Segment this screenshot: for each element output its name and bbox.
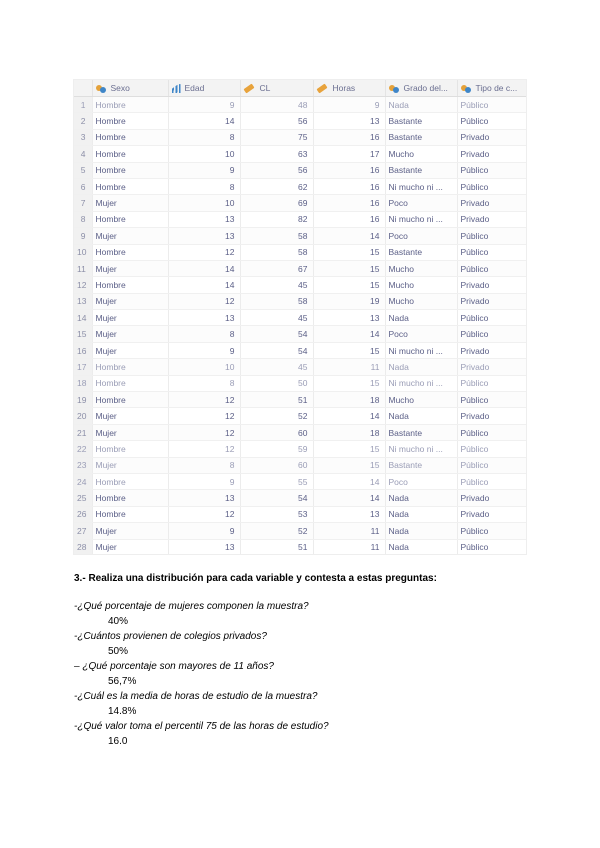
table-cell[interactable]: 18	[313, 424, 385, 440]
row-number: 16	[74, 342, 92, 358]
table-cell[interactable]: Privado	[457, 293, 526, 309]
table-row[interactable]	[74, 113, 526, 129]
table-cell[interactable]: 55	[240, 473, 313, 489]
table-cell[interactable]: 18	[313, 392, 385, 408]
column-header-tipo[interactable]: Tipo de c...	[457, 80, 526, 97]
table-cell[interactable]: Mujer	[92, 260, 168, 276]
table-cell[interactable]: Privado	[457, 359, 526, 375]
table-cell[interactable]: 63	[240, 146, 313, 162]
answer-text: 16.0	[108, 736, 128, 747]
table-cell[interactable]: 56	[240, 113, 313, 129]
table-row[interactable]	[74, 277, 526, 293]
table-row[interactable]	[74, 260, 526, 276]
table-cell[interactable]: Nada	[385, 310, 457, 326]
table-cell[interactable]: Nada	[385, 523, 457, 539]
table-cell[interactable]: 75	[240, 129, 313, 145]
table-cell[interactable]: Público	[457, 539, 526, 554]
column-header-sexo[interactable]: Sexo	[92, 80, 168, 97]
table-row[interactable]	[74, 457, 526, 473]
answer-text: 50%	[108, 646, 129, 657]
row-number: 2	[74, 113, 92, 129]
table-cell[interactable]: 14	[313, 326, 385, 342]
table-cell[interactable]: 13	[168, 228, 240, 244]
table-cell[interactable]: 67	[240, 260, 313, 276]
table-cell[interactable]: 13	[168, 310, 240, 326]
table-cell[interactable]: 15	[313, 244, 385, 260]
table-row[interactable]	[74, 342, 526, 358]
row-number: 12	[74, 277, 92, 293]
table-row[interactable]	[74, 326, 526, 342]
table-cell[interactable]: Bastante	[385, 244, 457, 260]
table-cell[interactable]: Mucho	[385, 260, 457, 276]
row-number: 18	[74, 375, 92, 391]
row-number: 8	[74, 211, 92, 227]
table-cell[interactable]: 11	[313, 523, 385, 539]
table-cell[interactable]: Público	[457, 523, 526, 539]
table-cell[interactable]: 12	[168, 244, 240, 260]
table-cell[interactable]: Ni mucho ni ...	[385, 342, 457, 358]
row-number: 23	[74, 457, 92, 473]
table-row[interactable]	[74, 97, 526, 113]
table-cell[interactable]: 16	[313, 129, 385, 145]
table-cell[interactable]: Público	[457, 244, 526, 260]
table-cell[interactable]: Bastante	[385, 113, 457, 129]
row-number: 7	[74, 195, 92, 211]
people-icon	[389, 84, 400, 93]
table-row[interactable]	[74, 293, 526, 309]
table-cell[interactable]: 14	[313, 408, 385, 424]
table-cell[interactable]: Hombre	[92, 146, 168, 162]
row-number: 21	[74, 424, 92, 440]
row-number: 4	[74, 146, 92, 162]
row-number: 13	[74, 293, 92, 309]
row-number: 9	[74, 228, 92, 244]
table-cell[interactable]: Privado	[457, 342, 526, 358]
table-cell[interactable]: 12	[168, 424, 240, 440]
table-cell[interactable]: Mujer	[92, 195, 168, 211]
table-cell[interactable]: Privado	[457, 408, 526, 424]
row-number: 10	[74, 244, 92, 260]
data-table	[74, 80, 526, 554]
table-cell[interactable]: 13	[168, 490, 240, 506]
table-cell[interactable]: 11	[313, 359, 385, 375]
table-cell[interactable]: 14	[168, 113, 240, 129]
question-text: – ¿Qué porcentaje son mayores de 11 años?	[74, 661, 274, 672]
table-cell[interactable]: 53	[240, 506, 313, 522]
row-number: 27	[74, 523, 92, 539]
table-cell[interactable]: Mujer	[92, 326, 168, 342]
table-cell[interactable]: 54	[240, 326, 313, 342]
table-cell[interactable]: Mucho	[385, 277, 457, 293]
table-cell[interactable]: 15	[313, 375, 385, 391]
table-cell[interactable]: Mucho	[385, 146, 457, 162]
answer-text: 14.8%	[108, 706, 137, 717]
table-row[interactable]	[74, 310, 526, 326]
answer-text: 40%	[108, 616, 129, 627]
questions-section	[74, 572, 534, 750]
pencil-icon	[243, 84, 254, 94]
table-row[interactable]	[74, 211, 526, 227]
table-cell[interactable]: Hombre	[92, 113, 168, 129]
table-cell[interactable]: Nada	[385, 97, 457, 113]
row-number: 11	[74, 260, 92, 276]
table-cell[interactable]: Mujer	[92, 408, 168, 424]
table-cell[interactable]: 11	[313, 539, 385, 554]
table-cell[interactable]: Público	[457, 326, 526, 342]
table-cell[interactable]: 14	[313, 473, 385, 489]
people-icon	[96, 84, 107, 93]
table-cell[interactable]: 9	[168, 342, 240, 358]
table-cell[interactable]: Hombre	[92, 441, 168, 457]
table-cell[interactable]: Bastante	[385, 457, 457, 473]
table-cell[interactable]: 58	[240, 293, 313, 309]
table-row[interactable]	[74, 490, 526, 506]
table-cell[interactable]: Hombre	[92, 162, 168, 178]
table-cell[interactable]: Hombre	[92, 392, 168, 408]
question-text: -¿Qué porcentaje de mujeres componen la muestra?	[74, 601, 309, 612]
table-cell[interactable]: Hombre	[92, 97, 168, 113]
table-row[interactable]	[74, 424, 526, 440]
table-cell[interactable]: 13	[168, 211, 240, 227]
row-number: 26	[74, 506, 92, 522]
table-cell[interactable]: Público	[457, 392, 526, 408]
table-cell[interactable]: Nada	[385, 408, 457, 424]
table-cell[interactable]: Público	[457, 113, 526, 129]
table-cell[interactable]: Mucho	[385, 392, 457, 408]
table-cell[interactable]: Hombre	[92, 490, 168, 506]
table-cell[interactable]: 52	[240, 408, 313, 424]
table-cell[interactable]: Hombre	[92, 473, 168, 489]
table-cell[interactable]: 16	[313, 195, 385, 211]
table-cell[interactable]: Ni mucho ni ...	[385, 211, 457, 227]
table-cell[interactable]: 45	[240, 310, 313, 326]
table-cell[interactable]: Público	[457, 457, 526, 473]
table-cell[interactable]: Hombre	[92, 211, 168, 227]
table-cell[interactable]: 13	[313, 506, 385, 522]
table-cell[interactable]: 8	[168, 326, 240, 342]
table-cell[interactable]: Bastante	[385, 129, 457, 145]
table-cell[interactable]: 13	[313, 113, 385, 129]
table-cell[interactable]: 52	[240, 523, 313, 539]
table-cell[interactable]: Privado	[457, 129, 526, 145]
table-cell[interactable]: Mujer	[92, 424, 168, 440]
table-cell[interactable]: 13	[168, 539, 240, 554]
section-title: 3.- Realiza una distribución para cada variable y contesta a estas preguntas:	[74, 573, 437, 584]
question-text: -¿Cuántos provienen de colegios privados?	[74, 631, 267, 642]
table-cell[interactable]: 12	[168, 506, 240, 522]
table-cell[interactable]: Público	[457, 375, 526, 391]
table-row[interactable]	[74, 408, 526, 424]
table-cell[interactable]: 14	[313, 228, 385, 244]
table-cell[interactable]: 9	[168, 162, 240, 178]
table-cell[interactable]: Bastante	[385, 162, 457, 178]
data-viewer-screenshot	[74, 80, 526, 554]
question-text: -¿Cuál es la media de horas de estudio de la muestra?	[74, 691, 318, 702]
table-row[interactable]	[74, 359, 526, 375]
table-cell[interactable]: Poco	[385, 473, 457, 489]
table-cell[interactable]: 9	[168, 473, 240, 489]
table-cell[interactable]: 9	[313, 97, 385, 113]
row-number: 3	[74, 129, 92, 145]
column-header-cl[interactable]: CL	[240, 80, 313, 97]
table-cell[interactable]: 15	[313, 277, 385, 293]
table-cell[interactable]: Mujer	[92, 293, 168, 309]
table-cell[interactable]: 62	[240, 178, 313, 194]
table-cell[interactable]: Nada	[385, 359, 457, 375]
table-cell[interactable]: Hombre	[92, 359, 168, 375]
table-cell[interactable]: 12	[168, 293, 240, 309]
table-body	[74, 97, 526, 555]
table-cell[interactable]: 56	[240, 162, 313, 178]
table-row[interactable]	[74, 178, 526, 194]
row-number: 28	[74, 539, 92, 554]
column-header-edad[interactable]: Edad	[168, 80, 240, 97]
table-cell[interactable]: Público	[457, 228, 526, 244]
question-text: -¿Qué valor toma el percentil 75 de las horas de estudio?	[74, 721, 329, 732]
table-cell[interactable]: Mujer	[92, 457, 168, 473]
table-cell[interactable]: 12	[168, 408, 240, 424]
table-cell[interactable]: 8	[168, 457, 240, 473]
table-cell[interactable]: 10	[168, 146, 240, 162]
table-cell[interactable]: Ni mucho ni ...	[385, 441, 457, 457]
table-cell[interactable]: Mujer	[92, 523, 168, 539]
table-cell[interactable]: Hombre	[92, 178, 168, 194]
table-row[interactable]	[74, 162, 526, 178]
table-cell[interactable]: 16	[313, 211, 385, 227]
table-row[interactable]	[74, 539, 526, 554]
table-cell[interactable]: 12	[168, 392, 240, 408]
table-cell[interactable]: 8	[168, 129, 240, 145]
table-row[interactable]	[74, 228, 526, 244]
table-cell[interactable]: 51	[240, 539, 313, 554]
table-cell[interactable]: Poco	[385, 326, 457, 342]
table-row[interactable]	[74, 441, 526, 457]
table-cell[interactable]: 9	[168, 97, 240, 113]
table-cell[interactable]: 17	[313, 146, 385, 162]
row-number-header	[74, 80, 92, 97]
table-cell[interactable]: 51	[240, 392, 313, 408]
row-number: 1	[74, 97, 92, 113]
table-cell[interactable]: 50	[240, 375, 313, 391]
table-cell[interactable]: 15	[313, 260, 385, 276]
table-row[interactable]	[74, 195, 526, 211]
table-cell[interactable]: 58	[240, 244, 313, 260]
table-cell[interactable]: Hombre	[92, 244, 168, 260]
table-cell[interactable]: Público	[457, 97, 526, 113]
table-cell[interactable]: 45	[240, 277, 313, 293]
table-cell[interactable]: 45	[240, 359, 313, 375]
table-cell[interactable]: Privado	[457, 146, 526, 162]
table-cell[interactable]: Mucho	[385, 293, 457, 309]
table-row[interactable]	[74, 392, 526, 408]
table-cell[interactable]: Ni mucho ni ...	[385, 178, 457, 194]
table-cell[interactable]: Privado	[457, 277, 526, 293]
table-cell[interactable]: 15	[313, 457, 385, 473]
table-cell[interactable]: Bastante	[385, 424, 457, 440]
column-header-grado[interactable]: Grado del...	[385, 80, 457, 97]
table-cell[interactable]: 14	[168, 260, 240, 276]
table-cell[interactable]: Público	[457, 162, 526, 178]
table-cell[interactable]: Mujer	[92, 539, 168, 554]
answer-text: 56,7%	[108, 676, 137, 687]
table-cell[interactable]: 54	[240, 342, 313, 358]
table-cell[interactable]: Hombre	[92, 277, 168, 293]
table-cell[interactable]: 19	[313, 293, 385, 309]
pencil-icon	[316, 84, 327, 94]
table-cell[interactable]: Poco	[385, 195, 457, 211]
table-row[interactable]	[74, 523, 526, 539]
table-cell[interactable]: 8	[168, 375, 240, 391]
table-cell[interactable]: 69	[240, 195, 313, 211]
table-cell[interactable]: Nada	[385, 506, 457, 522]
row-number: 15	[74, 326, 92, 342]
table-cell[interactable]: 48	[240, 97, 313, 113]
table-cell[interactable]: 59	[240, 441, 313, 457]
table-cell[interactable]: Privado	[457, 211, 526, 227]
table-cell[interactable]: Privado	[457, 506, 526, 522]
table-cell[interactable]: Hombre	[92, 375, 168, 391]
table-row[interactable]	[74, 473, 526, 489]
table-cell[interactable]: Ni mucho ni ...	[385, 375, 457, 391]
row-number: 19	[74, 392, 92, 408]
table-cell[interactable]: 54	[240, 490, 313, 506]
table-cell[interactable]: Privado	[457, 490, 526, 506]
table-cell[interactable]: Mujer	[92, 228, 168, 244]
table-cell[interactable]: 9	[168, 523, 240, 539]
table-cell[interactable]: 15	[313, 342, 385, 358]
table-cell[interactable]: 14	[313, 490, 385, 506]
table-row[interactable]	[74, 129, 526, 145]
table-cell[interactable]: Privado	[457, 195, 526, 211]
row-number: 14	[74, 310, 92, 326]
table-row[interactable]	[74, 244, 526, 260]
table-cell[interactable]: 13	[313, 310, 385, 326]
row-number: 6	[74, 178, 92, 194]
table-cell[interactable]: 16	[313, 178, 385, 194]
table-header-row	[74, 80, 526, 97]
table-cell[interactable]: Público	[457, 178, 526, 194]
table-cell[interactable]: Público	[457, 260, 526, 276]
table-cell[interactable]: Público	[457, 441, 526, 457]
row-number: 25	[74, 490, 92, 506]
table-cell[interactable]: 16	[313, 162, 385, 178]
table-cell[interactable]: Mujer	[92, 310, 168, 326]
table-cell[interactable]: Nada	[385, 539, 457, 554]
row-number: 24	[74, 473, 92, 489]
table-cell[interactable]: Público	[457, 310, 526, 326]
table-cell[interactable]: 14	[168, 277, 240, 293]
table-cell[interactable]: Hombre	[92, 129, 168, 145]
column-header-horas[interactable]: Horas	[313, 80, 385, 97]
row-number: 5	[74, 162, 92, 178]
row-number: 20	[74, 408, 92, 424]
row-number: 22	[74, 441, 92, 457]
table-cell[interactable]: Nada	[385, 490, 457, 506]
table-cell[interactable]: 8	[168, 178, 240, 194]
table-row[interactable]	[74, 146, 526, 162]
table-cell[interactable]: 60	[240, 424, 313, 440]
table-cell[interactable]: 82	[240, 211, 313, 227]
table-cell[interactable]: 10	[168, 359, 240, 375]
table-cell[interactable]: Público	[457, 473, 526, 489]
bar-chart-icon	[172, 84, 181, 93]
table-row[interactable]	[74, 506, 526, 522]
table-cell[interactable]: 58	[240, 228, 313, 244]
people-icon	[461, 84, 472, 93]
table-row[interactable]	[74, 375, 526, 391]
table-cell[interactable]: 15	[313, 441, 385, 457]
table-cell[interactable]: 10	[168, 195, 240, 211]
table-cell[interactable]: Poco	[385, 228, 457, 244]
question-list	[74, 600, 534, 748]
table-cell[interactable]: 12	[168, 441, 240, 457]
table-cell[interactable]: 60	[240, 457, 313, 473]
row-number: 17	[74, 359, 92, 375]
table-cell[interactable]: Público	[457, 424, 526, 440]
table-cell[interactable]: Hombre	[92, 506, 168, 522]
table-cell[interactable]: Mujer	[92, 342, 168, 358]
